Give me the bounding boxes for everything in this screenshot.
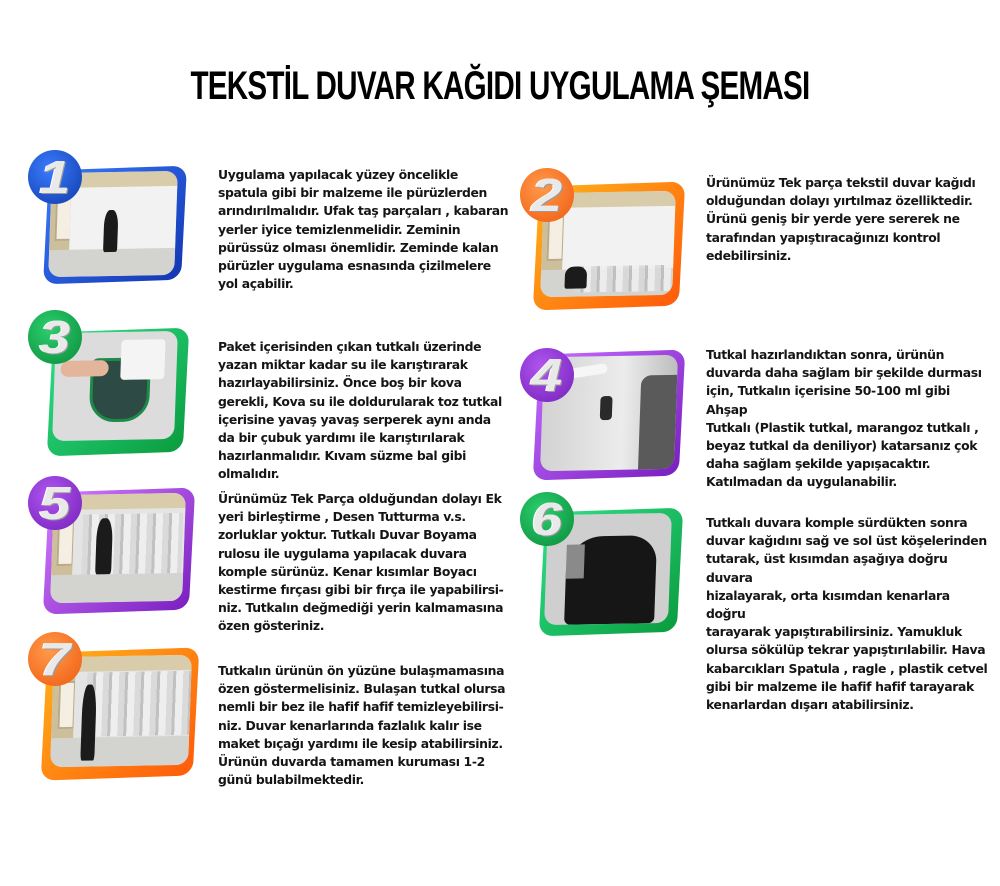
step-6-badge: 6 xyxy=(520,492,574,546)
step-7-illustration xyxy=(28,632,198,782)
step-7-text: Tutkalın ürünün ön yüzüne bulaşmamasına özen göstermelisiniz. Bulaşan tutkal olursa nemli bir bez ile hafif hafif temizleyebilirsi- niz. Duvar kenarlarında fazlalık kalır ise maket bıçağı yardımı ile kesip atabilirsiniz. Ürünün duvarda tamamen kuruması 1-2 günü bulabilmektedir. xyxy=(218,663,506,788)
step-3-badge: 3 xyxy=(28,310,82,364)
step-5-badge: 5 xyxy=(28,476,82,530)
step-7-badge: 7 xyxy=(28,632,82,686)
page-title: TEKSTİL DUVAR KAĞIDI UYGULAMA ŞEMASI xyxy=(190,64,810,108)
step-1-text: Uygulama yapılacak yüzey öncelikle spatula gibi bir malzeme ile pürüzlerden arındırılmalıdır. Ufak taş parçaları , kabaran yerler iyice temizlenmelidir. Zeminin pürüssüz olması önemlidir. Zeminde kalan pürüzler uygulama esnasında çizilmelere yol açabilir. xyxy=(218,167,509,292)
person-icon xyxy=(638,375,677,470)
gloved-hand-icon xyxy=(600,396,613,420)
glue-package-icon xyxy=(120,339,165,380)
person-kneeling-icon xyxy=(564,266,587,288)
person-silhouette-icon xyxy=(80,684,97,760)
step-6-illustration xyxy=(520,492,685,640)
step-5-illustration xyxy=(28,476,193,616)
step-4-illustration xyxy=(520,340,685,482)
step-2-text: Ürünümüz Tek parça tekstil duvar kağıdı olduğundan dolayı yırtılmaz özelliktedir. Ürünü geniş bir yerde yere sererek ne tarafından yapıştıracağınızı kontrol edebilirsiniz. xyxy=(706,175,976,263)
step-4-text: Tutkal hazırlandıktan sonra, ürünün duvarda daha sağlam bir şekilde durması için, Tutkalın içerisine 50-100 ml gibi Ahşap Tutkalı (Plastik tutkal, marangoz tutkalı , beyaz tutkal da deniliyor) katarsanız çok daha sağlam şekilde yapışacaktır. Katılmadan da uygulanabilir. xyxy=(706,347,982,490)
step-6-text: Tutkalı duvara komple sürdükten sonra duvar kağıdını sağ ve sol üst köşelerinden tutarak, üst kısımdan aşağıya doğru duvara hizalayarak, orta kısımdan kenarlara doğru tarayarak yapıştırabilirsiniz. Yamukluk olursa sökülüp tekrar yapıştırılabilir. Hava kabarcıkları Spatula , ragle , plastik cetvel gibi bir malzeme ile hafif hafif tarayarak kenarlardan dışarı atabilirsiniz. xyxy=(706,515,988,713)
step-3-text: Paket içerisinden çıkan tutkalı üzerinde yazan miktar kadar su ile karıştırarak hazırlayabilirsiniz. Önce boş bir kova gerekli, Kova su ile doldurularak toz tutkal içerisine yavaş yavaş serperek aynı anda da bir çubuk yardımı ile karıştırılarak hazırlanmalıdır. Kıvam süzme bal gibi olmalıdır. xyxy=(218,339,502,482)
person-silhouette-icon xyxy=(95,518,113,574)
step-1-badge: 1 xyxy=(28,150,82,204)
person-silhouette-icon xyxy=(103,210,118,252)
blurred-region xyxy=(566,544,585,578)
step-2-illustration xyxy=(520,168,685,313)
step-2-badge: 2 xyxy=(520,168,574,222)
step-4-badge: 4 xyxy=(520,348,574,402)
step-3-illustration xyxy=(28,310,188,458)
step-5-text: Ürünümüz Tek Parça olduğundan dolayı Ek yeri birleştirme , Desen Tutturma v.s. zorluklar yoktur. Tutkalı Duvar Boyama rulosu ile uygulama yapılacak duvara komple sürünüz. Kenar kısımlar Boyacı kestirme fırçası gibi bir fırça ile yapabilirsi- niz. Tutkalın değmediği yerin kalmamasına özen gösteriniz. xyxy=(218,491,504,634)
step-1-illustration xyxy=(28,150,188,290)
